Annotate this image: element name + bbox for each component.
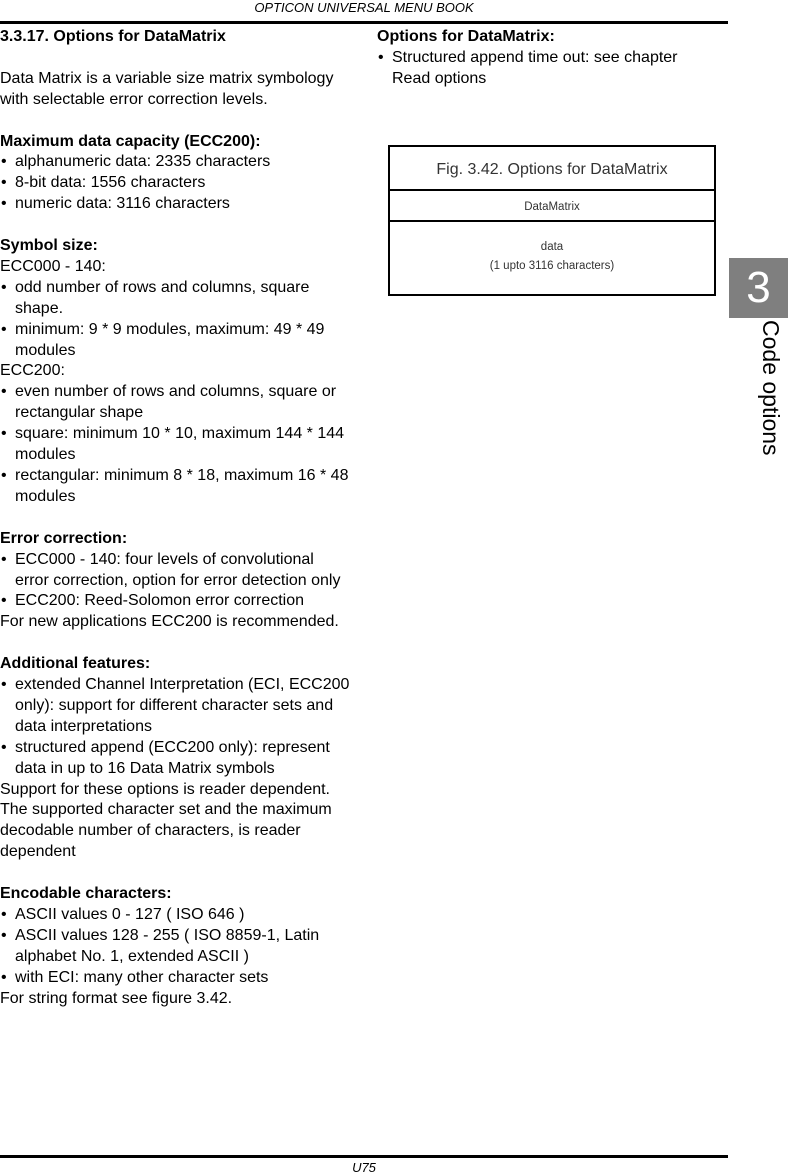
section-title: 3.3.17. Options for DataMatrix xyxy=(0,28,226,45)
figure-field-name: data xyxy=(540,241,564,253)
additional-features-list xyxy=(0,675,350,780)
error-correction-heading: Error correction: xyxy=(0,529,128,547)
list-item: • ASCII values 0 - 127 ( ISO 646 ) xyxy=(0,905,350,926)
footer-rule xyxy=(0,1155,728,1158)
list-item: • with ECI: many other character sets xyxy=(0,968,350,989)
list-item: • odd number of rows and columns, square shape. xyxy=(0,278,350,320)
list-item: • ECC200: Reed-Solomon error correction xyxy=(0,591,350,612)
list-item: • minimum: 9 * 9 modules, maximum: 49 * 49 modules xyxy=(0,320,350,362)
encodable-characters-heading: Encodable characters: xyxy=(0,885,172,903)
capacity-list xyxy=(0,152,350,215)
capacity-heading: Maximum data capacity (ECC200): xyxy=(0,132,261,150)
figure-symbology-label: DataMatrix xyxy=(390,191,714,222)
error-correction-list xyxy=(0,550,350,613)
figure-field-description: (1 upto 3116 characters) xyxy=(489,260,615,272)
figure-data-field xyxy=(390,222,714,276)
list-item: • ASCII values 128 - 255 ( ISO 8859-1, Latin alphabet No. 1, extended ASCII ) xyxy=(0,926,350,968)
list-item: • rectangular: minimum 8 * 18, maximum 16 * 48 modules xyxy=(0,466,350,508)
options-heading: Options for DataMatrix: xyxy=(377,28,555,45)
chapter-tab-label: Code options xyxy=(758,320,784,456)
ecc000-label: ECC000 - 140: xyxy=(0,257,106,275)
list-item: • extended Channel Interpretation (ECI, ECC200 only): support for different character sets and data interpretations xyxy=(0,675,350,738)
error-correction-note: For new applications ECC200 is recommended. xyxy=(0,613,339,631)
options-list xyxy=(377,48,712,90)
ecc200-label: ECC200: xyxy=(0,362,65,380)
figure-string-format xyxy=(388,145,716,296)
list-item: • even number of rows and columns, square or rectangular shape xyxy=(0,382,350,424)
list-item: • square: minimum 10 * 10, maximum 144 * 144 modules xyxy=(0,424,350,466)
additional-features-heading: Additional features: xyxy=(0,655,151,673)
intro-paragraph: Data Matrix is a variable size matrix symbology with selectable error correction levels. xyxy=(0,69,334,108)
list-item: • ECC000 - 140: four levels of convolutional error correction, option for error detection only xyxy=(0,550,350,592)
ecc000-list xyxy=(0,278,350,362)
page-number: U75 xyxy=(352,1160,376,1175)
symbol-size-heading: Symbol size: xyxy=(0,237,98,255)
list-item: • 8-bit data: 1556 characters xyxy=(0,173,350,194)
list-item: • numeric data: 3116 characters xyxy=(0,194,350,215)
chapter-tab: 3 xyxy=(729,258,788,318)
ecc200-list xyxy=(0,382,350,507)
right-column xyxy=(377,27,712,90)
list-item: • Structured append time out: see chapter Read options xyxy=(377,48,712,90)
left-column xyxy=(0,27,350,1010)
figure-caption: Fig. 3.42. Options for DataMatrix xyxy=(390,147,714,191)
encodable-characters-note: For string format see figure 3.42. xyxy=(0,989,233,1007)
list-item: • structured append (ECC200 only): represent data in up to 16 Data Matrix symbols xyxy=(0,738,350,780)
list-item: • alphanumeric data: 2335 characters xyxy=(0,152,350,173)
encodable-characters-list xyxy=(0,905,350,989)
header-rule xyxy=(0,21,728,24)
additional-features-note: Support for these options is reader dependent. The supported character set and the maximum decodable number of characters, is reader dependent xyxy=(0,780,332,861)
running-header: OPTICON UNIVERSAL MENU BOOK xyxy=(254,0,474,15)
